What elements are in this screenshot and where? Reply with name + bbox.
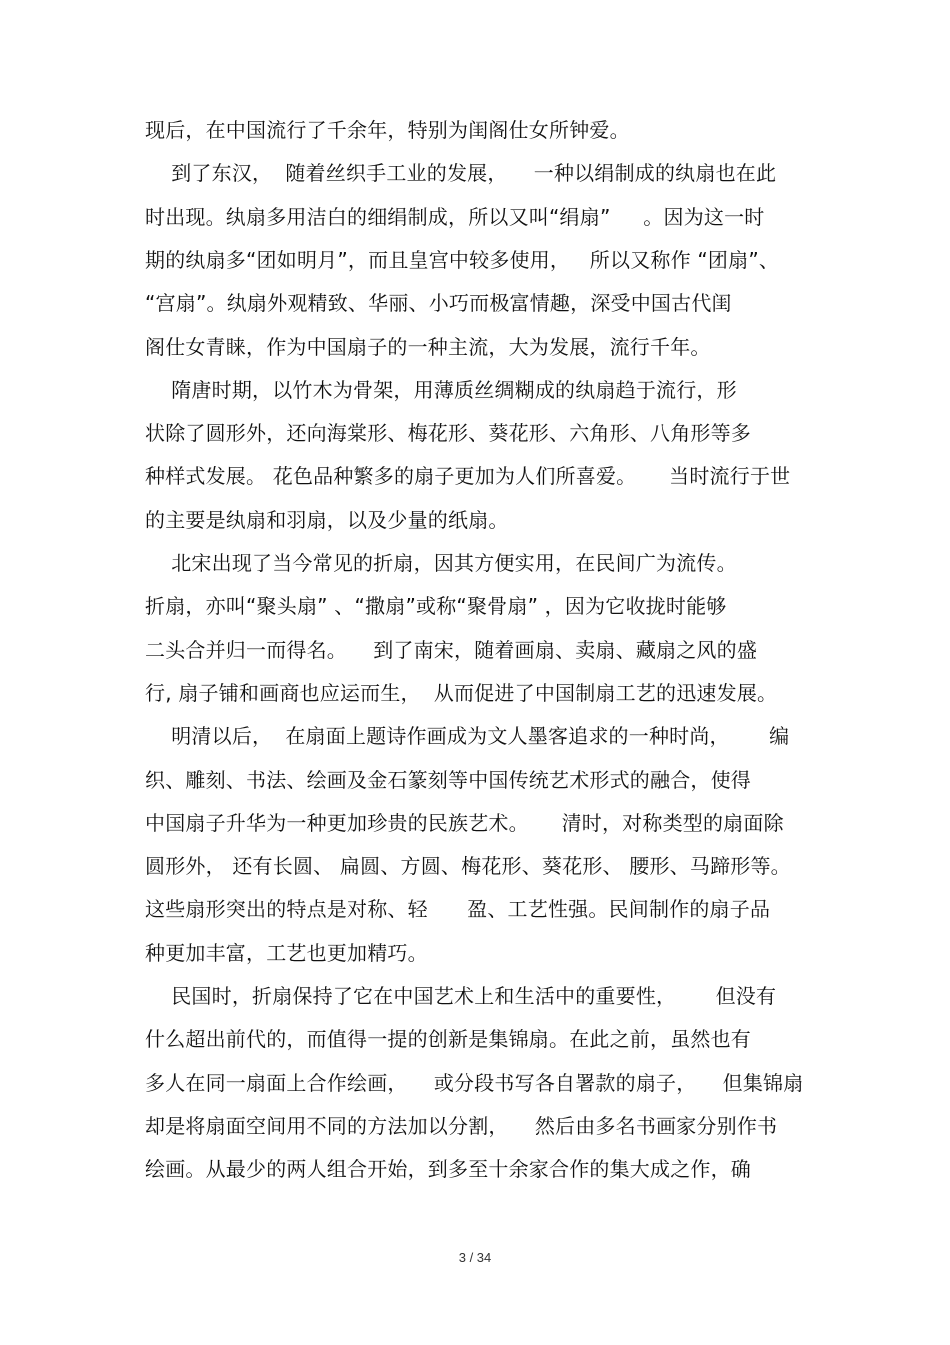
text-line: 折扇，亦叫“聚头扇” 、“撒扇”或称“聚骨扇” ，因为它收拢时能够 [145, 594, 727, 619]
text-line: 阁仕女青睐，作为中国扇子的一种主流，大为发展，流行千年。 [145, 334, 711, 359]
text-line: 行, 扇子铺和画商也应运而生， 从而促进了中国制扇工艺的迅速发展。 [145, 680, 778, 705]
text-line: 圆形外， 还有长圆、 扁圆、方圆、梅花形、葵花形、 腰形、马蹄形等。 [145, 854, 791, 879]
text-line: “宫扇”。纨扇外观精致、华丽、小巧而极富情趣，深受中国古代闺 [145, 291, 732, 316]
text-line: 多人在同一扇面上合作绘画， 或分段书写各自署款的扇子， 但集锦扇 [145, 1070, 804, 1095]
text-line: 绘画。从最少的两人组合开始，到多至十余家合作的集大成之作，确 [145, 1157, 751, 1182]
text-line: 状除了圆形外，还向海棠形、梅花形、葵花形、六角形、八角形等多 [145, 421, 751, 446]
text-line: 种更加丰富，工艺也更加精巧。 [145, 940, 428, 965]
text-line: 种样式发展。 花色品种繁多的扇子更加为人们所喜爱。 当时流行于世 [145, 464, 791, 489]
text-line: 到了东汉， 随着丝织手工业的发展， 一种以绢制成的纨扇也在此 [145, 161, 777, 186]
text-line: 时出现。纨扇多用洁白的细绢制成，所以又叫“绢扇” 。因为这一时 [145, 204, 765, 229]
text-line: 却是将扇面空间用不同的方法加以分割， 然后由多名书画家分别作书 [145, 1113, 778, 1138]
text-line: 中国扇子升华为一种更加珍贵的民族艺术。 清时，对称类型的扇面除 [145, 810, 784, 835]
text-line: 民国时，折扇保持了它在中国艺术上和生活中的重要性， 但没有 [145, 984, 777, 1008]
text-line: 这些扇形突出的特点是对称、轻 盈、工艺性强。民间制作的扇子品 [145, 897, 771, 922]
text-line: 北宋出现了当今常见的折扇，因其方便实用，在民间广为流传。 [145, 551, 737, 575]
page-number: 3 / 34 [458, 1250, 492, 1265]
text-line: 期的纨扇多“团如明月”，而且皇宫中较多使用， 所以又称作 “团扇”、 [145, 247, 780, 272]
text-line: 的主要是纨扇和羽扇，以及少量的纸扇。 [145, 507, 509, 532]
text-line: 二头合并归一而得名。 到了南宋，随着画扇、卖扇、藏扇之风的盛 [145, 637, 758, 662]
text-line: 现后，在中国流行了千余年，特别为闺阁仕女所钟爱。 [145, 118, 630, 142]
text-line: 明清以后， 在扇面上题诗作画成为文人墨客追求的一种时尚， 编 [145, 724, 790, 749]
text-line: 什么超出前代的，而值得一提的创新是集锦扇。在此之前，虽然也有 [145, 1027, 751, 1052]
text-line: 隋唐时期，以竹木为骨架，用薄质丝绸糊成的纨扇趋于流行，形 [145, 377, 737, 402]
text-line: 织、雕刻、书法、绘画及金石篆刻等中国传统艺术形式的融合，使得 [145, 767, 751, 792]
